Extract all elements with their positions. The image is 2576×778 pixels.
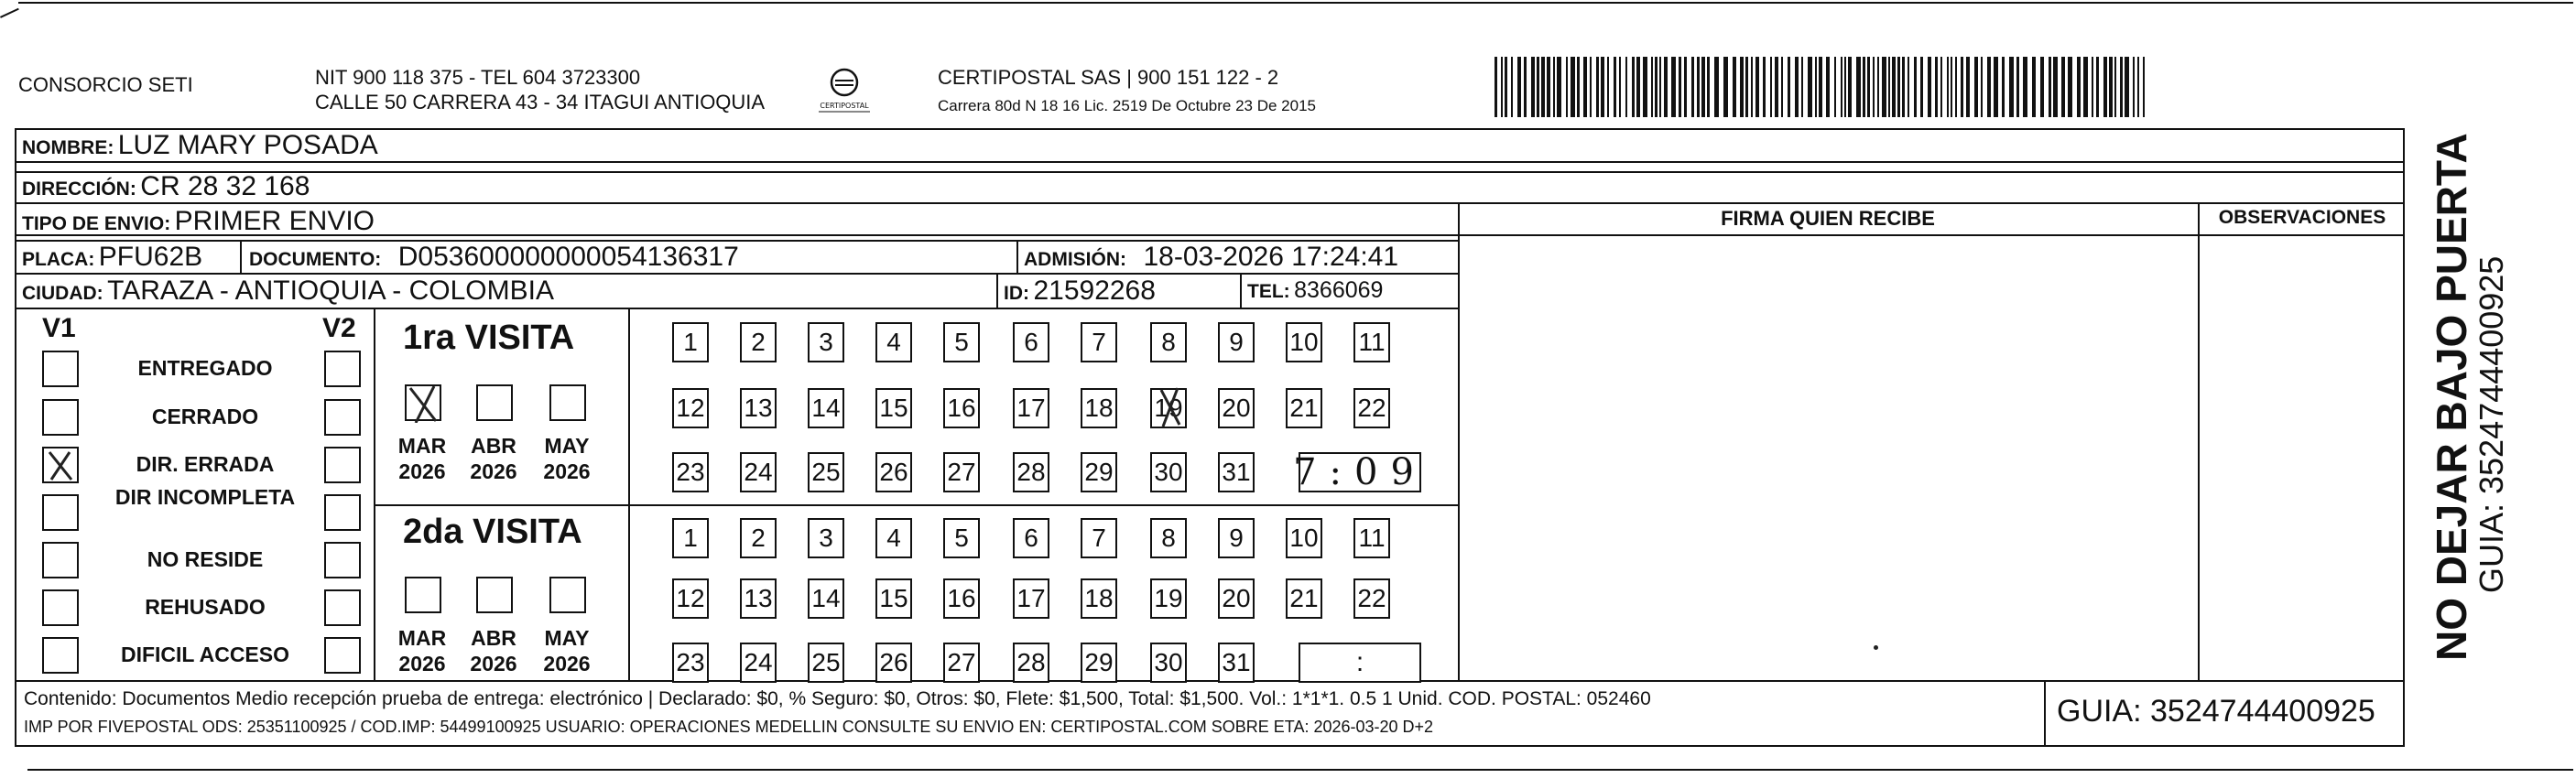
id-value: 21592268 [1033,276,1156,306]
second-day-box[interactable]: 21 [1286,578,1322,619]
v1-checkbox[interactable] [42,494,79,531]
admision-field [1024,243,1398,271]
barcode-bar [1577,57,1580,117]
first-day-box[interactable]: 29 [1081,452,1117,492]
second-day-box[interactable]: 26 [875,643,912,683]
barcode-bar [1684,57,1687,117]
first-day-box[interactable]: 11 [1353,322,1390,362]
barcode-bar [2002,57,2005,117]
barcode-bar [1808,57,1812,117]
second-day-box[interactable]: 1 [672,518,709,558]
barcode-bar [1987,57,1991,117]
v2-checkbox[interactable] [324,589,361,626]
month-checkbox[interactable] [476,384,513,421]
first-day-box[interactable]: 19 [1150,388,1187,428]
barcode-bar [1671,57,1676,117]
v2-checkbox[interactable] [324,447,361,483]
signature-dot [1874,645,1878,650]
barcode-bar [1740,57,1744,117]
second-day-box[interactable]: 6 [1013,518,1049,558]
barcode-bar [1966,57,1970,117]
barcode-bar [2049,57,2051,117]
v1-checkbox[interactable] [42,589,79,626]
barcode-bar [1636,57,1640,117]
month-year: 2026 [470,459,517,483]
barcode-bar [1723,57,1728,117]
first-day-box[interactable]: 25 [808,452,844,492]
first-day-box[interactable]: 15 [875,388,912,428]
second-day-box[interactable]: 8 [1150,518,1187,558]
barcode-bar [1505,57,1507,117]
direccion-value: CR 28 32 168 [140,171,310,201]
barcode-bar [1908,57,1909,117]
barcode-bar [1775,57,1778,117]
second-day-box[interactable]: 18 [1081,578,1117,619]
admision-value: 18-03-2026 17:24:41 [1143,242,1399,272]
footer-guia: GUIA: 3524744400925 [2057,694,2375,729]
barcode-bar [1501,57,1503,117]
bottom-edge-line [27,769,2573,771]
barcode-bar [1795,57,1799,117]
v2-checkbox[interactable] [324,637,361,674]
barcode-bar [1733,57,1736,117]
first-day-box[interactable]: 28 [1013,452,1049,492]
first-day-box[interactable]: 3 [808,322,844,362]
barcode-bar [2077,57,2081,117]
v2-header: V2 [322,313,356,343]
placa-field [22,243,202,271]
barcode-bar [1951,57,1952,117]
barcode-bar [2092,57,2093,117]
barcode-bar [1566,57,1568,117]
barcode-bar [1815,57,1817,117]
first-day-box[interactable]: 23 [672,452,709,492]
barcode-bar [2109,57,2113,117]
tipo-envio-label: TIPO DE ENVIO: [22,213,171,234]
tel-field [1247,279,1383,302]
barcode [1493,57,2152,117]
barcode-bar [1914,57,1917,117]
barcode-bar [2114,57,2116,117]
second-day-box[interactable]: 31 [1218,643,1255,683]
first-day-box[interactable]: 16 [943,388,980,428]
barcode-bar [1974,57,1978,117]
month-year: 2026 [543,652,591,675]
observaciones-label: OBSERVACIONES [2218,207,2386,228]
barcode-bar [1553,57,1555,117]
id-field [1004,277,1156,305]
barcode-bar [2040,57,2044,117]
first-day-box[interactable]: 9 [1218,322,1255,362]
barcode-bar [2103,57,2107,117]
barcode-bar [1935,57,1938,117]
month-checkbox[interactable] [405,577,441,613]
status-label: DIR INCOMPLETA [114,485,296,509]
ciudad-field [22,277,554,305]
first-day-box[interactable]: 2 [740,322,777,362]
first-day-box[interactable]: 17 [1013,388,1049,428]
second-day-box[interactable]: 13 [740,578,777,619]
month-checkbox[interactable] [405,384,441,421]
status-label: ENTREGADO [137,356,273,380]
barcode-bar [1877,57,1879,117]
barcode-bar [1601,57,1604,117]
barcode-bar [1770,57,1772,117]
barcode-bar [1659,57,1661,117]
tel-value: 8366069 [1294,277,1384,303]
barcode-bar [2096,57,2099,117]
barcode-bar [1517,57,1521,117]
barcode-bar [1856,57,1861,117]
logo-text: CERTIPOSTAL [820,102,869,110]
ciudad-label: CIUDAD: [22,283,103,304]
barcode-bar [1590,57,1592,117]
barcode-bar [1788,57,1790,117]
second-day-box[interactable]: 9 [1218,518,1255,558]
barcode-bar [1596,57,1599,117]
status-label: NO RESIDE [147,547,264,571]
firma-label: FIRMA QUIEN RECIBE [1721,207,1935,230]
barcode-bar [1928,57,1931,117]
placa-label: PLACA: [22,249,95,270]
barcode-bar [1524,57,1527,117]
barcode-bar [2137,57,2139,117]
tipo-envio-value: PRIMER ENVIO [174,206,375,236]
first-time-box[interactable]: 7:09 [1293,451,1427,493]
second-day-box[interactable]: 29 [1081,643,1117,683]
barcode-bar [1651,57,1653,117]
nombre-field [22,132,378,159]
barcode-bar [1981,57,1983,117]
barcode-bar [2053,57,2058,117]
second-day-box[interactable]: 3 [808,518,844,558]
barcode-bar [1571,57,1575,117]
barcode-bar [1848,57,1852,117]
barcode-bar [2143,57,2145,117]
id-label: ID: [1004,283,1029,304]
month-year: 2026 [470,652,517,675]
barcode-bar [1920,57,1923,117]
barcode-bar [2083,57,2088,117]
v2-checkbox[interactable] [324,399,361,436]
first-day-box[interactable]: 24 [740,452,777,492]
barcode-bar [1679,57,1681,117]
first-day-box[interactable]: 30 [1150,452,1187,492]
month-year: 2026 [398,652,446,675]
status-label: REHUSADO [145,595,266,619]
month-year: 2026 [398,459,446,483]
admision-label: ADMISIÓN: [1024,249,1126,270]
second-day-box[interactable]: 7 [1081,518,1117,558]
second-day-box[interactable]: 24 [740,643,777,683]
barcode-bar [1655,57,1658,117]
second-day-box[interactable]: 23 [672,643,709,683]
barcode-bar [1819,57,1822,117]
barcode-bar [1714,57,1719,117]
second-day-box[interactable]: 28 [1013,643,1049,683]
certipostal-logo [815,66,874,117]
second-day-box[interactable]: 22 [1353,578,1390,619]
first-day-box[interactable]: 18 [1081,388,1117,428]
footer-imp: IMP POR FIVEPOSTAL ODS: 25351100925 / COD.IMP: 54499100925 USUARIO: OPERACIONES MEDELLIN CONSULTE SU ENVIO EN: CERTIPOSTAL.COM SOBRE ETA: 2026-03-20 D+2 [24,718,1434,736]
first-visit-title: 1ra VISITA [403,319,575,357]
no-dejar-bajo-puerta: NO DEJAR BAJO PUERTA [2428,133,2475,661]
barcode-bar [1745,57,1748,117]
guia-vertical: GUIA: 3524744400925 [2473,255,2510,593]
first-day-box[interactable]: 27 [943,452,980,492]
barcode-bar [1619,57,1621,117]
first-day-box[interactable]: 14 [808,388,844,428]
barcode-bar [1541,57,1545,117]
barcode-bar [1701,57,1705,117]
barcode-bar [1643,57,1647,117]
tipo-envio-field [22,208,375,235]
barcode-bar [1841,57,1842,117]
first-day-box[interactable]: 31 [1218,452,1255,492]
second-day-box[interactable]: 17 [1013,578,1049,619]
barcode-bar [2061,57,2065,117]
barcode-bar [1955,57,1957,117]
barcode-bar [1751,57,1753,117]
first-day-box[interactable]: 6 [1013,322,1049,362]
direccion-field [22,173,310,200]
month-name: ABR [471,434,516,458]
placa-value: PFU62B [98,242,203,272]
second-day-box[interactable]: 15 [875,578,912,619]
barcode-bar [2125,57,2129,117]
second-day-box[interactable]: 12 [672,578,709,619]
v1-checkbox[interactable] [42,637,79,674]
v1-checkbox[interactable] [42,351,79,387]
second-day-box[interactable]: 5 [943,518,980,558]
month-name: MAR [397,434,447,458]
first-day-box[interactable]: 5 [943,322,980,362]
first-day-box[interactable]: 21 [1286,388,1322,428]
v2-checkbox[interactable] [324,542,361,578]
second-day-box[interactable]: 20 [1218,578,1255,619]
v1-checkbox[interactable] [42,399,79,436]
status-label: DIR. ERRADA [136,452,275,476]
barcode-bar [1961,57,1963,117]
barcode-bar [2009,57,2014,117]
barcode-bar [1607,57,1609,117]
first-day-box[interactable]: 13 [740,388,777,428]
second-visit-title: 2da VISITA [403,513,582,551]
barcode-bar [2120,57,2123,117]
status-label: CERRADO [151,405,259,428]
barcode-bar [1707,57,1710,117]
second-time-box[interactable]: : [1299,643,1421,683]
first-day-box[interactable]: 26 [875,452,912,492]
second-day-box[interactable]: 25 [808,643,844,683]
second-day-box[interactable]: 2 [740,518,777,558]
second-day-box[interactable]: 4 [875,518,912,558]
day-cross-mark-icon [1154,384,1187,437]
nit-line-2: CALLE 50 CARRERA 43 - 34 ITAGUI ANTIOQUIA [315,91,766,113]
top-edge-line [18,2,2573,4]
month-name: MAY [544,626,590,650]
barcode-bar [1781,57,1783,117]
second-day-box[interactable]: 19 [1150,578,1187,619]
barcode-bar [1826,57,1830,117]
second-day-box[interactable]: 16 [943,578,980,619]
documento-label: DOCUMENTO: [249,249,382,270]
barcode-bar [1947,57,1949,117]
barcode-bar [1557,57,1561,117]
status-label: DIFICIL ACCESO [120,643,289,666]
nombre-value: LUZ MARY POSADA [117,130,378,160]
certipostal-line-1: CERTIPOSTAL SAS | 900 151 122 - 2 [938,66,1279,89]
barcode-bar [1940,57,1942,117]
v1-checkbox[interactable] [42,447,79,483]
first-day-box[interactable]: 1 [672,322,709,362]
barcode-bar [1867,57,1870,117]
barcode-bar [1888,57,1890,117]
first-day-box[interactable]: 20 [1218,388,1255,428]
barcode-bar [1834,57,1836,117]
month-year: 2026 [543,459,591,483]
footer-contenido: Contenido: Documentos Medio recepción prueba de entrega: electrónico | Declarado: $0, % Seguro: $0, Otros: $0, Flete: $1,500, Total: $1,500. Vol.: 1*1*1. 0.5 1 Unid. COD. POSTAL: 052460 [24,688,1651,709]
barcode-bar [2016,57,2019,117]
barcode-bar [1897,57,1900,117]
barcode-bar [1495,57,1497,117]
barcode-bar [1664,57,1668,117]
barcode-bar [1863,57,1865,117]
month-checkbox[interactable] [549,384,586,421]
barcode-bar [2023,57,2027,117]
barcode-bar [2068,57,2072,117]
first-day-box[interactable]: 22 [1353,388,1390,428]
first-day-box[interactable]: 8 [1150,322,1187,362]
v1-header: V1 [42,313,76,343]
corner-mark [0,8,19,18]
barcode-bar [1537,57,1539,117]
company-name: CONSORCIO SETI [18,73,193,96]
barcode-bar [1801,57,1803,117]
documento-field [249,243,739,271]
barcode-bar [1632,57,1635,117]
first-day-box[interactable]: 12 [672,388,709,428]
barcode-bar [1844,57,1846,117]
second-day-box[interactable]: 14 [808,578,844,619]
barcode-bar [1583,57,1587,117]
month-name: ABR [471,626,516,650]
month-checkbox[interactable] [549,577,586,613]
direccion-label: DIRECCIÓN: [22,178,136,200]
cross-mark-icon [44,448,77,481]
documento-value: D053600000000054136317 [397,242,739,272]
ciudad-value: TARAZA - ANTIOQUIA - COLOMBIA [107,276,554,306]
barcode-bar [1614,57,1616,117]
cross-mark-icon [407,386,443,423]
second-day-box[interactable]: 27 [943,643,980,683]
barcode-bar [1697,57,1700,117]
barcode-bar [1763,57,1766,117]
first-day-box[interactable]: 4 [875,322,912,362]
barcode-bar [1892,57,1896,117]
barcode-bar [2133,57,2135,117]
barcode-bar [1755,57,1759,117]
barcode-bar [1902,57,1905,117]
second-day-box[interactable]: 10 [1286,518,1322,558]
second-day-box[interactable]: 11 [1353,518,1390,558]
barcode-bar [1547,57,1550,117]
barcode-bar [1994,57,1998,117]
month-checkbox[interactable] [476,577,513,613]
barcode-bar [1531,57,1535,117]
certipostal-line-2: Carrera 80d N 18 16 Lic. 2519 De Octubre 23 De 2015 [938,97,1316,114]
v1-checkbox[interactable] [42,542,79,578]
barcode-bar [1625,57,1627,117]
barcode-bar [1882,57,1886,117]
nit-line-1: NIT 900 118 375 - TEL 604 3723300 [315,66,641,89]
barcode-bar [1873,57,1875,117]
tel-label: TEL: [1247,281,1290,302]
first-day-box[interactable]: 10 [1286,322,1322,362]
month-name: MAY [544,434,590,458]
barcode-bar [1511,57,1513,117]
first-day-box[interactable]: 7 [1081,322,1117,362]
second-day-box[interactable]: 30 [1150,643,1187,683]
nombre-label: NOMBRE: [22,137,114,158]
month-name: MAR [397,626,447,650]
v2-checkbox[interactable] [324,351,361,387]
barcode-bar [1691,57,1694,117]
barcode-bar [2032,57,2036,117]
v2-checkbox[interactable] [324,494,361,531]
